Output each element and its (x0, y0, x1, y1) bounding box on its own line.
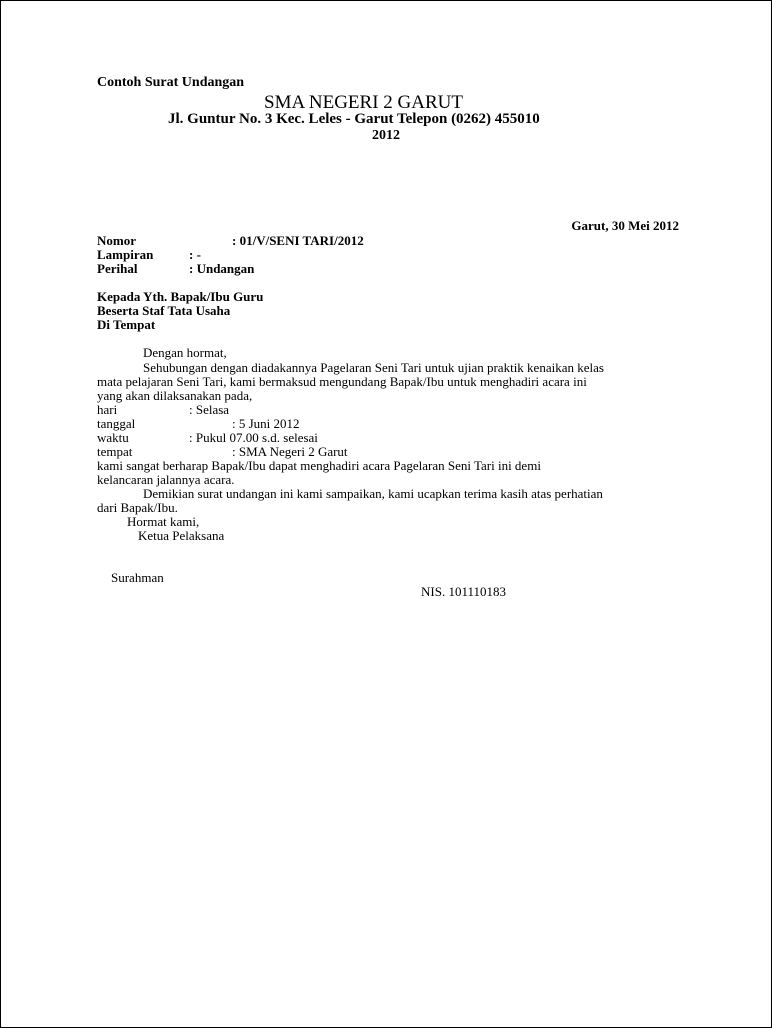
hari-label: hari (97, 402, 118, 417)
tanggal-label: tanggal (97, 416, 136, 431)
letter-caption: Contoh Surat Undangan (97, 75, 245, 90)
lampiran-value: : - (189, 247, 201, 262)
para1-line2: mata pelajaran Seni Tari, kami bermaksud mengundang Bapak/Ibu untuk menghadiri acara ini (97, 374, 587, 389)
tanggal-value: : 5 Juni 2012 (232, 416, 300, 431)
nomor-label: Nomor (97, 233, 136, 248)
tempat-value: : SMA Negeri 2 Garut (232, 444, 348, 459)
tempat-label: tempat (97, 444, 133, 459)
para1-line1: Sehubungan dengan diadakannya Pagelaran Seni Tari untuk ujian praktik kenaikan kelas (143, 360, 604, 375)
school-name: SMA NEGERI 2 GARUT (264, 92, 463, 113)
signer-name: Surahman (111, 570, 164, 585)
waktu-label: waktu (97, 430, 129, 445)
hari-value: : Selasa (189, 402, 230, 417)
recipient-line2: Beserta Staf Tata Usaha (97, 303, 231, 318)
para2-line1: kami sangat berharap Bapak/Ibu dapat menghadiri acara Pagelaran Seni Tari ini demi (97, 458, 541, 473)
waktu-value: : Pukul 07.00 s.d. selesai (189, 430, 318, 445)
closing-line2: dari Bapak/Ibu. (97, 500, 178, 515)
perihal-value: : Undangan (189, 261, 255, 276)
perihal-label: Perihal (97, 261, 138, 276)
lampiran-label: Lampiran (97, 247, 154, 262)
signer-role: Ketua Pelaksana (138, 528, 225, 543)
para2-line2: kelancaran jalannya acara. (97, 472, 235, 487)
regards: Hormat kami, (127, 514, 200, 529)
signer-nis: NIS. 101110183 (421, 584, 506, 599)
place-date: Garut, 30 Mei 2012 (571, 218, 679, 233)
school-address: Jl. Guntur No. 3 Kec. Leles - Garut Telepon (0262) 455010 (168, 111, 540, 127)
closing-line1: Demikian surat undangan ini kami sampaikan, kami ucapkan terima kasih atas perhatian (143, 486, 603, 501)
salutation: Dengan hormat, (143, 345, 227, 360)
recipient-line3: Di Tempat (97, 317, 156, 332)
nomor-value: : 01/V/SENI TARI/2012 (232, 233, 364, 248)
recipient-line1: Kepada Yth. Bapak/Ibu Guru (97, 289, 264, 304)
letter-year: 2012 (372, 128, 400, 143)
para1-line3: yang akan dilaksanakan pada, (97, 388, 253, 403)
